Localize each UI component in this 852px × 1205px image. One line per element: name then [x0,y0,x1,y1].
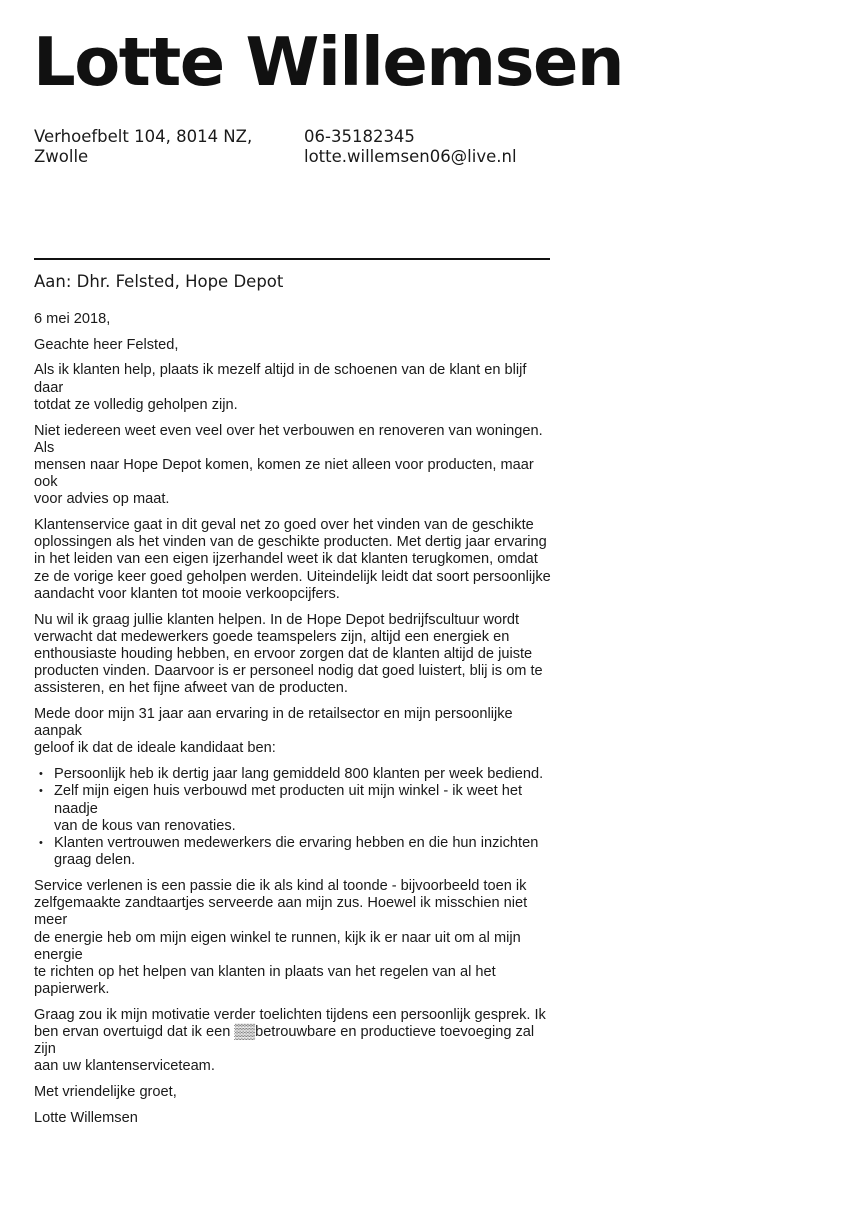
list-item [34,766,554,783]
paragraph-line: geloof ik dat de ideale kandidaat ben: [34,740,276,757]
list-item-line: van de kous van renovaties. [54,817,236,834]
contact-details [304,127,517,167]
paragraph-line: voor advies op maat. [34,491,170,508]
recipient-line: Aan: Dhr. Felsted, Hope Depot [34,272,284,291]
letter-signature: Lotte Willemsen [34,1109,138,1126]
paragraph-line: ben ervan overtuigd dat ik een ▒▒betrouwbare en productieve toevoeging zal zijn [34,1024,535,1058]
paragraph-1 [34,362,554,414]
paragraph-line: Mede door mijn 31 jaar aan ervaring in de retailsector en mijn persoonlijke aanpak [34,706,513,740]
list-item [34,835,554,869]
paragraph-line: oplossingen als het vinden van de geschikte producten. Met dertig jaar ervaring [34,534,547,551]
list-item-line: Zelf mijn eigen huis verbouwd met producten uit mijn winkel - ik weet het naadje [54,783,523,817]
bullet-icon: • [39,785,43,798]
phone-number: 06-35182345 [304,127,415,146]
letter-closing: Met vriendelijke groet, [34,1084,177,1101]
list-item-line: Persoonlijk heb ik dertig jaar lang gemiddeld 800 klanten per week bediend. [54,766,544,783]
paragraph-line: Niet iedereen weet even veel over het verbouwen en renoveren van woningen. Als [34,422,543,456]
paragraph-line: de energie heb om mijn eigen winkel te runnen, kijk ik er naar uit om al mijn energie [34,929,521,963]
address-line-1: Verhoefbelt 104, 8014 NZ, [34,127,253,146]
email-address: lotte.willemsen06@live.nl [304,147,517,166]
paragraph-line: verwacht dat medewerkers goede teamspelers zijn, altijd een energiek en [34,628,510,645]
list-item-line: Klanten vertrouwen medewerkers die ervaring hebben en die hun inzichten [54,834,539,851]
paragraph-3 [34,517,554,603]
applicant-name: Lotte Willemsen [33,23,624,101]
paragraph-line: Service verlenen is een passie die ik als kind al toonde - bijvoorbeeld toen ik [34,877,527,894]
paragraph-line: aandacht voor klanten tot mooie verkoopcijfers. [34,585,340,602]
paragraph-line: zelfgemaakte zandtaartjes serveerde aan mijn zus. Hoewel ik misschien niet meer [34,895,528,929]
bullet-icon: • [39,836,43,849]
paragraph-line: aan uw klantenserviceteam. [34,1058,215,1075]
paragraph-5 [34,706,554,758]
paragraph-line: Als ik klanten help, plaats ik mezelf altijd in de schoenen van de klant en blijf daar [34,362,527,396]
list-item [34,783,554,835]
paragraph-line: ze de vorige keer goed geholpen werden. Uiteindelijk leidt dat soort persoonlijke [34,568,551,585]
paragraph-line: Klantenservice gaat in dit geval net zo goed over het vinden van de geschikte [34,517,534,534]
letter-salutation: Geachte heer Felsted, [34,336,179,353]
paragraph-7 [34,1007,554,1076]
divider-line [34,258,550,260]
bullet-icon: • [39,768,43,781]
paragraph-line: producten vinden. Daarvoor is er personeel nodig dat goed luistert, blij is om te [34,663,543,680]
paragraph-2 [34,423,554,509]
paragraph-6 [34,878,554,998]
paragraph-line: te richten op het helpen van klanten in plaats van het regelen van al het papierwerk. [34,963,496,998]
address-line-2: Zwolle [34,147,89,166]
paragraph-4 [34,612,554,698]
letter-body [34,311,554,1136]
paragraph-line: mensen naar Hope Depot komen, komen ze niet alleen voor producten, maar ook [34,456,534,491]
paragraph-line: Nu wil ik graag jullie klanten helpen. In de Hope Depot bedrijfscultuur wordt [34,611,520,628]
paragraph-line: totdat ze volledig geholpen zijn. [34,396,238,413]
list-item-line: graag delen. [54,852,136,869]
paragraph-line: Graag zou ik mijn motivatie verder toelichten tijdens een persoonlijk gesprek. Ik [34,1006,546,1023]
qualification-list [34,766,554,869]
contact-address [34,127,252,167]
paragraph-line: enthousiaste houding hebben, en ervoor zorgen dat de klanten altijd de juiste [34,645,533,662]
paragraph-line: assisteren, en het fijne afweet van de producten. [34,680,348,697]
paragraph-line: in het leiden van een eigen ijzerhandel weet ik dat klanten terugkomen, omdat [34,551,538,568]
letter-date: 6 mei 2018, [34,311,111,327]
